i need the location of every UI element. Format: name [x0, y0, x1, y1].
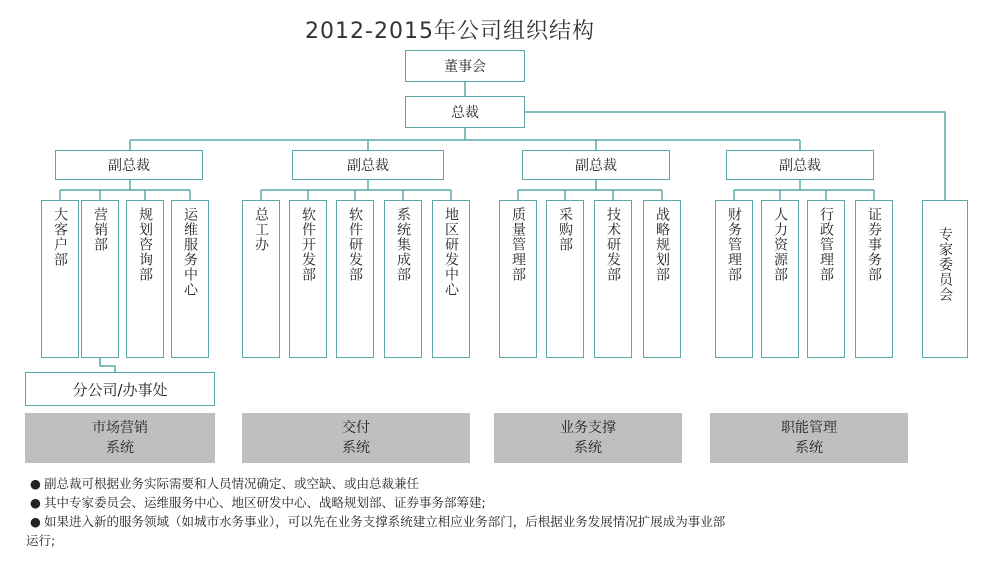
dept-box: 营销部 [81, 200, 119, 358]
note-item: ● 其中专家委员会、运维服务中心、地区研发中心、战略规划部、证券事务部筹建; [30, 495, 486, 510]
dept-box: 技术研发部 [594, 200, 632, 358]
dept-box: 财务管理部 [715, 200, 753, 358]
dept-box: 行政管理部 [807, 200, 845, 358]
system-box: 业务支撑 系统 [494, 413, 682, 463]
dept-box: 大客户部 [41, 200, 79, 358]
dept-box: 证券事务部 [855, 200, 893, 358]
note-continuation: 运行; [26, 533, 56, 548]
note-item: ● 副总裁可根据业务实际需要和人员情况确定、或空缺、或由总裁兼任 [30, 476, 420, 491]
dept-box: 地区研发中心 [432, 200, 470, 358]
bullet-icon: ● [30, 476, 41, 491]
branch-box: 分公司/办事处 [25, 372, 215, 406]
dept-box: 质量管理部 [499, 200, 537, 358]
note-item: ● 如果进入新的服务领域（如城市水务事业），可以先在业务支撑系统建立相应业务部门，后根据业务发展情况扩展成为事业部 [30, 514, 726, 529]
system-box: 市场营销 系统 [25, 413, 215, 463]
dept-box: 运维服务中心 [171, 200, 209, 358]
dept-box: 采购部 [546, 200, 584, 358]
system-box: 交付 系统 [242, 413, 470, 463]
vp-box: 副总裁 [522, 150, 670, 180]
dept-box: 规划咨询部 [126, 200, 164, 358]
chart-title: 2012-2015年公司组织结构 [305, 19, 595, 44]
vp-box: 副总裁 [292, 150, 444, 180]
bullet-icon: ● [30, 495, 41, 510]
dept-box: 软件开发部 [289, 200, 327, 358]
board-box: 董事会 [405, 50, 525, 82]
expert-committee-box: 专家委员会 [922, 200, 968, 358]
vp-box: 副总裁 [726, 150, 874, 180]
bullet-icon: ● [30, 514, 41, 529]
dept-box: 总工办 [242, 200, 280, 358]
notes [26, 474, 980, 550]
dept-box: 战略规划部 [643, 200, 681, 358]
vp-box: 副总裁 [55, 150, 203, 180]
dept-box: 系统集成部 [384, 200, 422, 358]
dept-box: 软件研发部 [336, 200, 374, 358]
system-box: 职能管理 系统 [710, 413, 908, 463]
dept-box: 人力资源部 [761, 200, 799, 358]
president-box: 总裁 [405, 96, 525, 128]
